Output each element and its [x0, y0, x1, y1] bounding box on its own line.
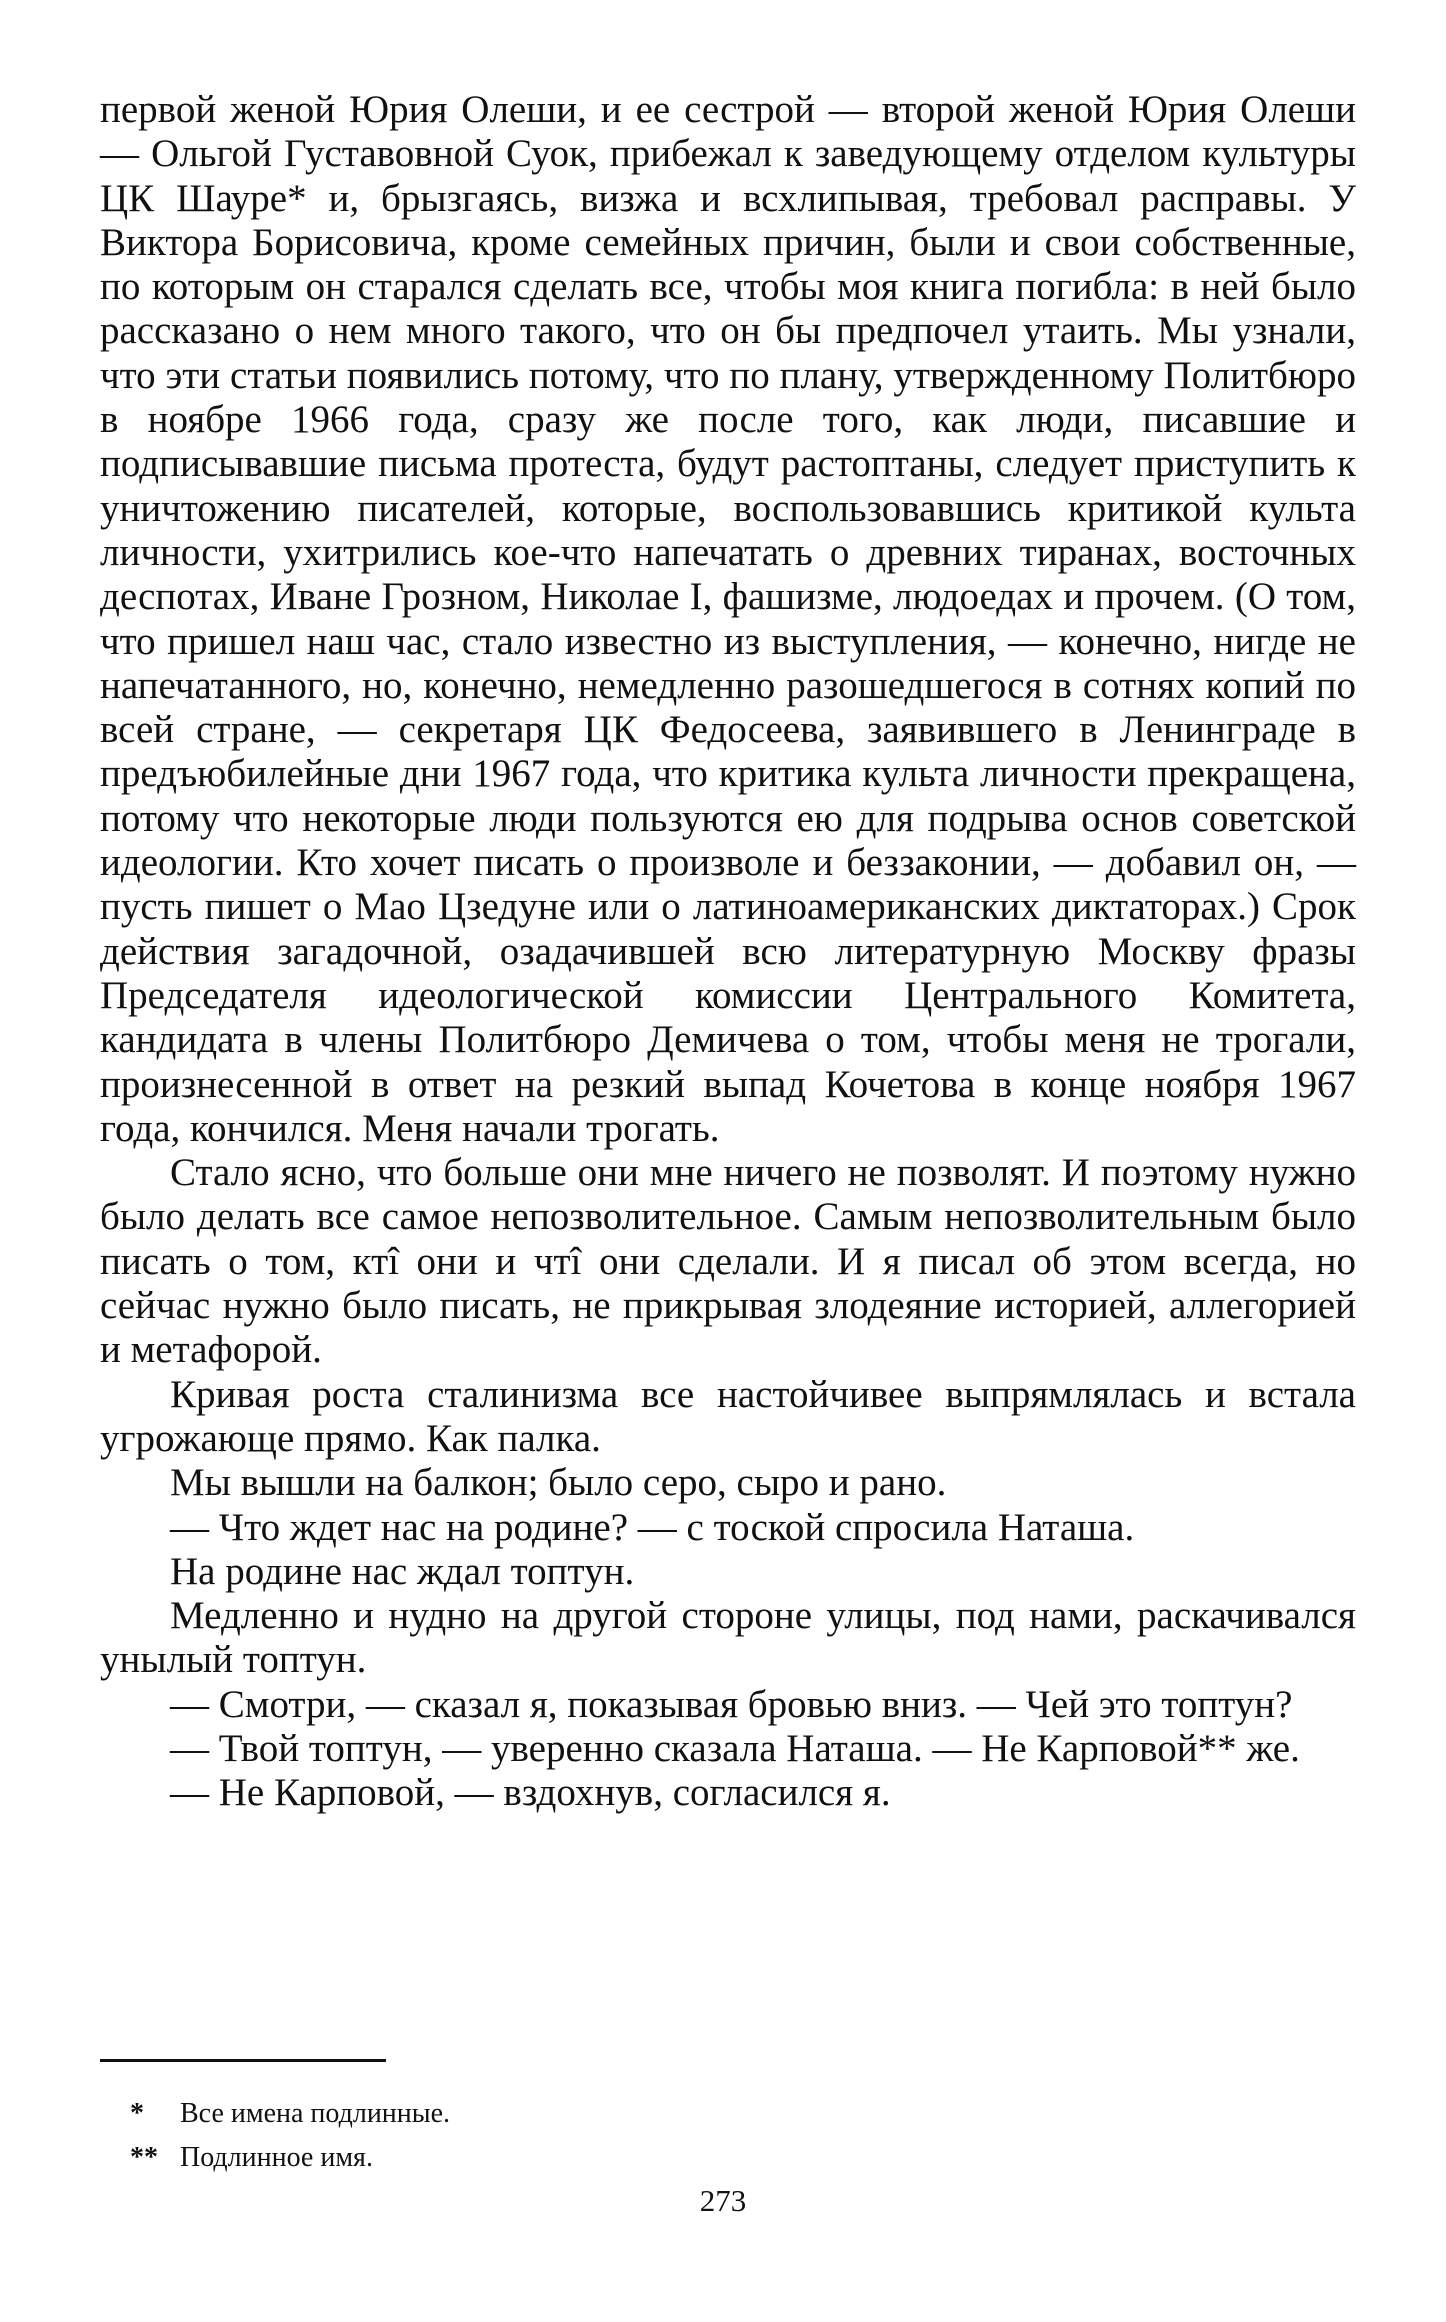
- paragraph: На родине нас ждал топтун.: [170, 1549, 635, 1593]
- paragraph: — Что ждет нас на родине? — с тоской спросила Наташа.: [170, 1505, 1135, 1549]
- footnote-divider: [100, 2059, 386, 2062]
- paragraph: — Смотри, — сказал я, показывая бровью вниз. — Чей это топтун?: [170, 1682, 1293, 1726]
- paragraph: — Твой топтун, — уверенно сказала Наташа. — Не Карповой** же.: [170, 1726, 1300, 1770]
- paragraph: Мы вышли на балкон; было серо, сыро и рано.: [170, 1461, 947, 1505]
- footnote-mark: **: [130, 2142, 158, 2173]
- paragraph: первой женой Юрия Олеши, и ее сестрой — второй женой Юрия Олеши — Ольгой Густавовной Суок, прибежал к заведующему отделом культуры ЦК Шауре* и, брызгаясь, визжа и всхлипывая, требовал расправы. У Виктора Борисовича, кроме семейных причин, были и свои собственные, по которым он старался сделать все, чтобы моя книга погибла: в ней было рассказано о нем много такого, что он бы предпочел утаить. Мы узнали, что эти статьи появились потому, что по плану, утвержденному Политбюро в ноябре 1966 года, сразу же после того, как люди, писавшие и подписывавшие письма протеста, будут растоптаны, следует приступить к уничтожению писателей, которые, воспользовавшись критикой культа личности, ухитрились кое-что напечатать о древних тиранах, восточных деспотах, Иване Грозном, Николае I, фашизме, людоедах и прочем. (О том, что пришел наш час, стало известно из выступления, — конечно, нигде не напечатанного, но, конечно, немедленно разошедшегося в сотнях копий по всей стране, — секретаря ЦК Федосеева, заявившего в Ленинграде в предъюбилейные дни 1967 года, что критика культа личности прекращена, потому что некоторые люди пользуются ею для подрыва основ советской идеологии. Кто хочет писать о произволе и беззаконии, — добавил он, — пусть пишет о Мао Цзедуне или о латиноамериканских диктаторах.) Срок действия загадочной, озадачившей всю литературную Москву фразы Председателя идеологической комиссии Центрального Комитета, кандидата в члены Политбюро Демичева о том, чтобы меня не трогали, произнесенной в ответ на резкий выпад Кочетова в конце ноября 1967 года, кончился. Меня начали трогать.: [100, 88, 1356, 1150]
- main-text: [100, 88, 1356, 1816]
- footnote: [130, 2092, 930, 2136]
- paragraph: — Не Карповой, — вздохнув, согласился я.: [170, 1771, 891, 1815]
- paragraph: Стало ясно, что больше они мне ничего не позволят. И поэтому нужно было делать все самое непозволительное. Самым непозволительным было писать о том, ктî они и чтî они сделали. И я писал об этом всегда, но сейчас нужно было писать, не прикрывая злодеяние историей, аллегорией и метафорой.: [100, 1151, 1356, 1372]
- page-number: 273: [699, 2183, 747, 2218]
- footnote-mark: *: [130, 2098, 144, 2129]
- footnote: [130, 2136, 930, 2180]
- paragraph: Медленно и нудно на другой стороне улицы, под нами, раскачивался унылый топтун.: [100, 1594, 1356, 1682]
- footnote-text: Подлинное имя.: [180, 2142, 373, 2173]
- footnotes: [130, 2092, 930, 2180]
- footnote-text: Все имена подлинные.: [180, 2098, 451, 2129]
- paragraph: Кривая роста сталинизма все настойчивее выпрямлялась и встала угрожающе прямо. Как палка.: [100, 1372, 1356, 1460]
